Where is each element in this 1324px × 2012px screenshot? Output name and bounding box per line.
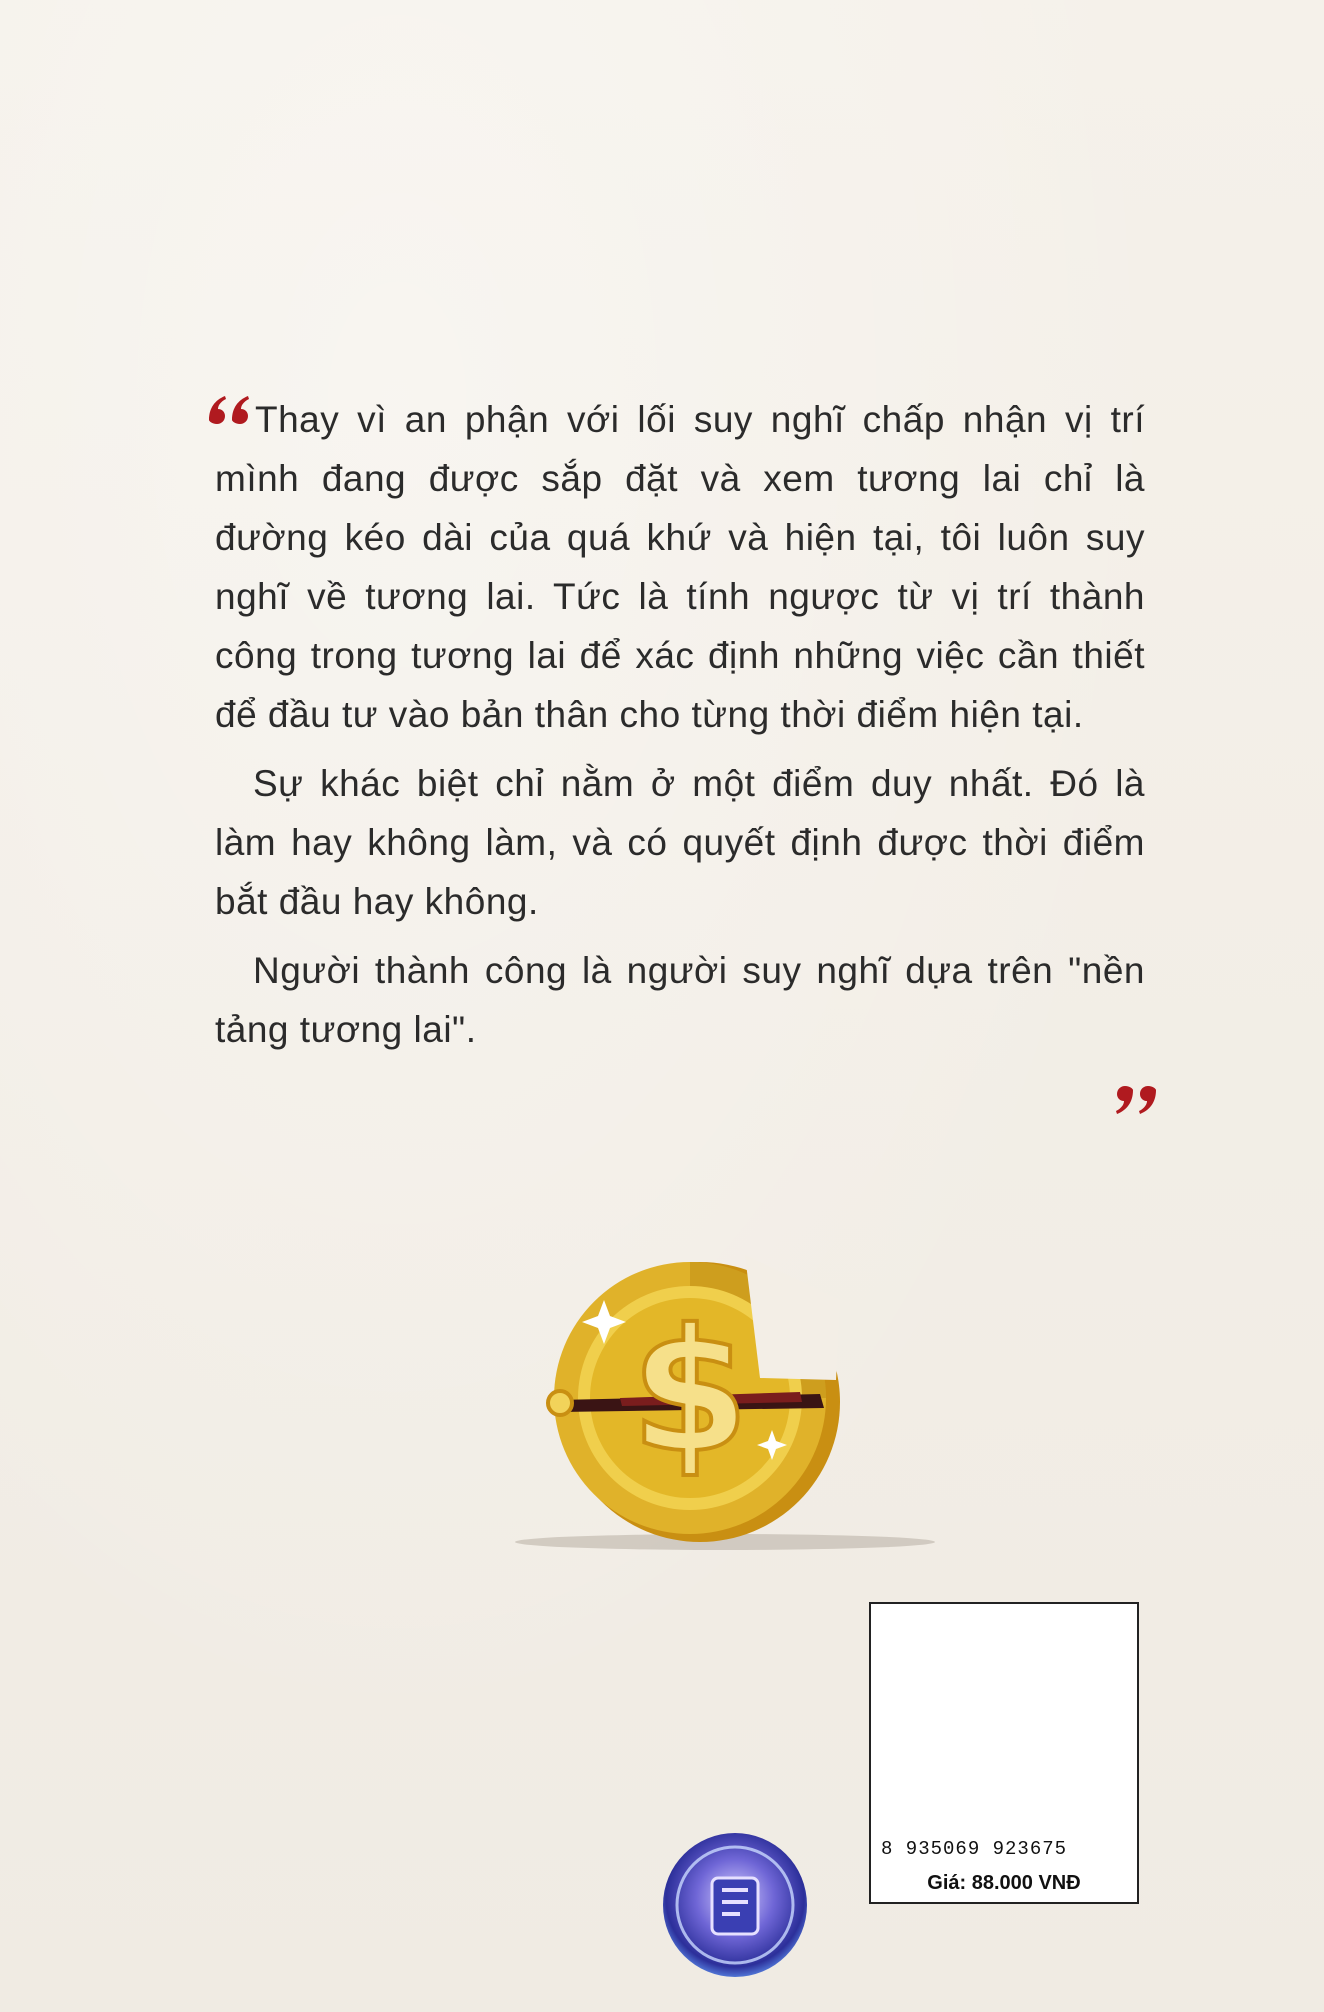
isbn-number: 8 935069 923675 xyxy=(881,1838,1068,1860)
close-quote-icon xyxy=(1110,1080,1160,1120)
publisher-hologram-seal xyxy=(660,1830,810,1980)
price-label: Giá: 88.000 VNĐ xyxy=(927,1872,1081,1894)
svg-text:$: $ xyxy=(630,1293,750,1491)
quote-paragraph: Người thành công là người suy nghĩ dựa trên "nền tảng tương lai". xyxy=(215,950,1145,1050)
dollar-coin-illustration xyxy=(500,1240,950,1560)
quote-text xyxy=(215,390,1145,1069)
quote-paragraph: Sự khác biệt chỉ nằm ở một điểm duy nhất. Đó là làm hay không làm, và có quyết định được thời điểm bắt đầu hay không. xyxy=(215,763,1145,922)
quote-paragraph: Thay vì an phận với lối suy nghĩ chấp nhận vị trí mình đang được sắp đặt và xem tương lai chỉ là đường kéo dài của quá khứ và hiện tại, tôi luôn suy nghĩ về tương lai. Tức là tính ngược từ vị trí thành công trong tương lai để xác định những việc cần thiết để đầu tư vào bản thân cho từng thời điểm hiện tại. xyxy=(215,399,1145,735)
barcode-label xyxy=(869,1602,1139,1904)
